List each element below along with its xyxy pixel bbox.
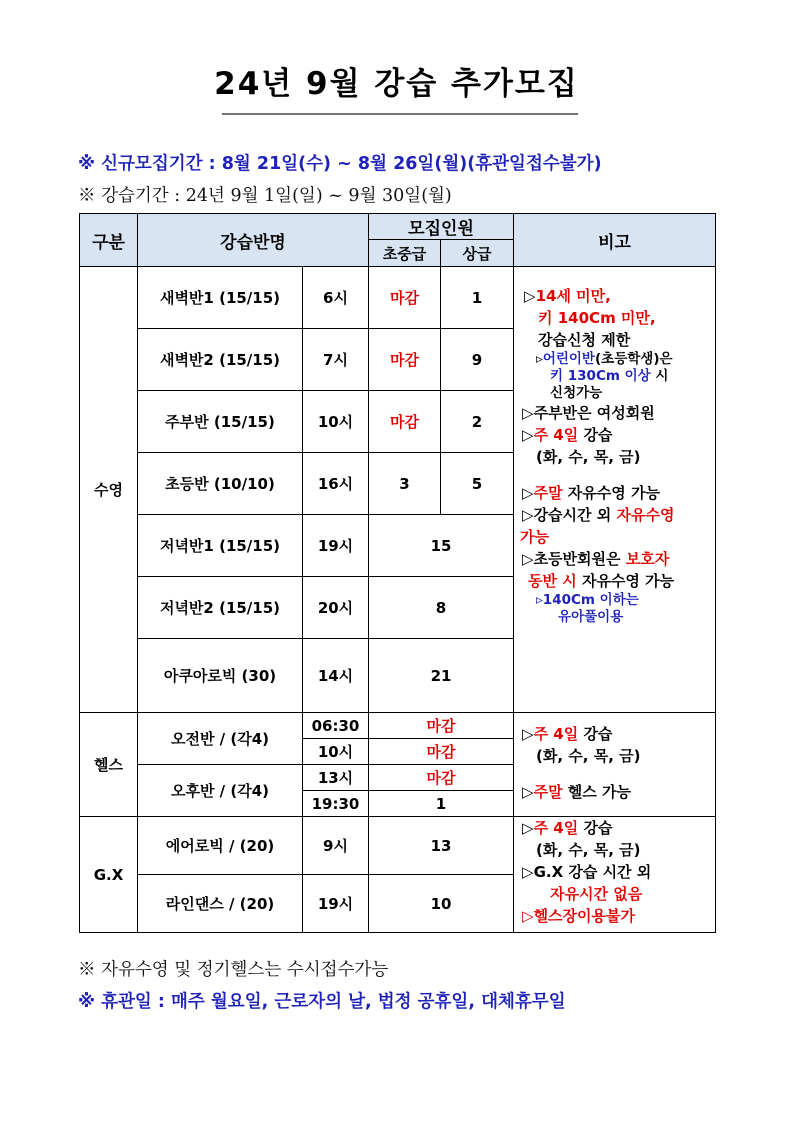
remark-text: ▷초등반회원은 bbox=[522, 550, 626, 568]
beginner-count: 3 bbox=[369, 453, 441, 515]
remark-text: 키 140Cm 미만, bbox=[538, 309, 656, 327]
remark-text: 자유수영 가능 bbox=[576, 572, 675, 590]
remark-text: 보호자 bbox=[625, 550, 670, 568]
remark-text: (화, 수, 목, 금) bbox=[536, 448, 641, 466]
gx-remarks bbox=[514, 817, 716, 933]
recruit-count: 마감 bbox=[369, 765, 514, 791]
remark-text: 14세 미만, bbox=[535, 287, 611, 305]
header-recruit: 모집인원 bbox=[369, 214, 514, 240]
remark-text: 주 4일 bbox=[533, 426, 579, 444]
remark-text: (초등학생)은 bbox=[594, 351, 673, 367]
header-remarks: 비고 bbox=[514, 214, 716, 267]
class-name: 아쿠아로빅 (30) bbox=[138, 639, 303, 713]
remark-text: 주 4일 bbox=[533, 819, 579, 837]
class-name: 새벽반1 (15/15) bbox=[138, 267, 303, 329]
advanced-count: 5 bbox=[441, 453, 514, 515]
recruit-count: 10 bbox=[369, 875, 514, 933]
class-time: 13시 bbox=[303, 765, 369, 791]
class-name: 주부반 (15/15) bbox=[138, 391, 303, 453]
remark-text: 시 bbox=[650, 368, 669, 384]
beginner-count: 마감 bbox=[369, 391, 441, 453]
header-category: 구분 bbox=[80, 214, 138, 267]
remark-text: 키 130Cm 이상 bbox=[550, 368, 651, 384]
remark-text: ▹140Cm 이하는 bbox=[536, 592, 639, 608]
remark-text: 신청가능 bbox=[550, 385, 603, 401]
class-time: 9시 bbox=[303, 817, 369, 875]
recruit-period-note: ※ 신규모집기간 : 8월 21일(수) ~ 8월 26일(월)(휴관일접수불가) bbox=[78, 154, 602, 174]
remark-text: 자유수영 가능 bbox=[562, 484, 660, 502]
recruit-count: 15 bbox=[369, 515, 514, 577]
advanced-count: 2 bbox=[441, 391, 514, 453]
class-name: 초등반 (10/10) bbox=[138, 453, 303, 515]
remark-arrow: ▷ bbox=[522, 725, 534, 743]
class-time: 10시 bbox=[303, 391, 369, 453]
remark-text: 주 4일 bbox=[533, 725, 579, 743]
class-name: 새벽반2 (15/15) bbox=[138, 329, 303, 391]
remark-text: 동반 시 bbox=[528, 572, 577, 590]
class-time: 14시 bbox=[303, 639, 369, 713]
header-class-name: 강습반명 bbox=[138, 214, 369, 267]
class-name: 에어로빅 / (20) bbox=[138, 817, 303, 875]
beginner-count: 마감 bbox=[369, 329, 441, 391]
remark-text: 강습신청 제한 bbox=[538, 331, 631, 349]
class-name: 오후반 / (각4) bbox=[138, 765, 303, 817]
remark-text: ▷G.X 강습 시간 외 bbox=[522, 863, 652, 881]
remark-text: ▷강습시간 외 bbox=[522, 506, 617, 524]
remark-text: 자유시간 없음 bbox=[550, 885, 643, 903]
recruit-count: 8 bbox=[369, 577, 514, 639]
table-row bbox=[80, 713, 716, 739]
header-advanced: 상급 bbox=[441, 240, 514, 267]
recruit-count: 21 bbox=[369, 639, 514, 713]
remark-text: 헬스 가능 bbox=[562, 783, 631, 801]
recruit-count: 1 bbox=[369, 791, 514, 817]
class-time: 20시 bbox=[303, 577, 369, 639]
class-time: 10시 bbox=[303, 739, 369, 765]
header-row bbox=[80, 214, 716, 240]
free-swim-note: ※ 자유수영 및 정기헬스는 수시접수가능 bbox=[78, 960, 389, 980]
schedule-table bbox=[79, 213, 716, 933]
remark-text: 강습 bbox=[578, 819, 613, 837]
category-swim: 수영 bbox=[80, 267, 138, 713]
remark-text: 자유수영 bbox=[616, 506, 675, 524]
remark-arrow: ▷ bbox=[522, 783, 534, 801]
remark-arrow: ▷ bbox=[522, 819, 534, 837]
title-underline bbox=[222, 113, 578, 115]
remark-text: (화, 수, 목, 금) bbox=[536, 841, 641, 859]
remark-text: 유아풀이용 bbox=[558, 609, 624, 625]
class-name: 저녁반1 (15/15) bbox=[138, 515, 303, 577]
recruit-count: 13 bbox=[369, 817, 514, 875]
swim-remarks bbox=[514, 267, 716, 713]
class-time: 19:30 bbox=[303, 791, 369, 817]
remark-text: (화, 수, 목, 금) bbox=[536, 747, 641, 765]
remark-text: 강습 bbox=[578, 426, 613, 444]
health-remarks bbox=[514, 713, 716, 817]
remark-text: 주말 bbox=[533, 783, 563, 801]
table-row bbox=[80, 267, 716, 329]
remark-text: ▷헬스장이용불가 bbox=[522, 907, 635, 925]
closed-days-note: ※ 휴관일 : 매주 월요일, 근로자의 날, 법정 공휴일, 대체휴무일 bbox=[78, 992, 566, 1012]
remark-arrow: ▷ bbox=[524, 287, 536, 305]
class-name: 오전반 / (각4) bbox=[138, 713, 303, 765]
recruit-count: 마감 bbox=[369, 713, 514, 739]
category-gx: G.X bbox=[80, 817, 138, 933]
remark-text: ▷주부반은 여성회원 bbox=[522, 404, 655, 422]
class-time: 19시 bbox=[303, 875, 369, 933]
table-row bbox=[80, 817, 716, 875]
remark-text: 가능 bbox=[520, 528, 550, 546]
class-time: 06:30 bbox=[303, 713, 369, 739]
class-name: 라인댄스 / (20) bbox=[138, 875, 303, 933]
category-health: 헬스 bbox=[80, 713, 138, 817]
header-beginner: 초중급 bbox=[369, 240, 441, 267]
class-time: 16시 bbox=[303, 453, 369, 515]
remark-text: 어린이반 bbox=[542, 351, 595, 367]
class-time: 6시 bbox=[303, 267, 369, 329]
recruit-count: 마감 bbox=[369, 739, 514, 765]
advanced-count: 9 bbox=[441, 329, 514, 391]
remark-arrow: ▷ bbox=[522, 426, 534, 444]
class-time: 7시 bbox=[303, 329, 369, 391]
class-name: 저녁반2 (15/15) bbox=[138, 577, 303, 639]
remark-arrow: ▹ bbox=[536, 351, 543, 367]
remark-arrow: ▷ bbox=[522, 484, 534, 502]
page-title: 24년 9월 강습 추가모집 bbox=[214, 66, 579, 102]
advanced-count: 1 bbox=[441, 267, 514, 329]
remark-text: 주말 bbox=[533, 484, 563, 502]
class-period-note: ※ 강습기간 : 24년 9월 1일(일) ~ 9월 30일(월) bbox=[78, 186, 452, 206]
beginner-count: 마감 bbox=[369, 267, 441, 329]
remark-text: 강습 bbox=[578, 725, 613, 743]
class-time: 19시 bbox=[303, 515, 369, 577]
